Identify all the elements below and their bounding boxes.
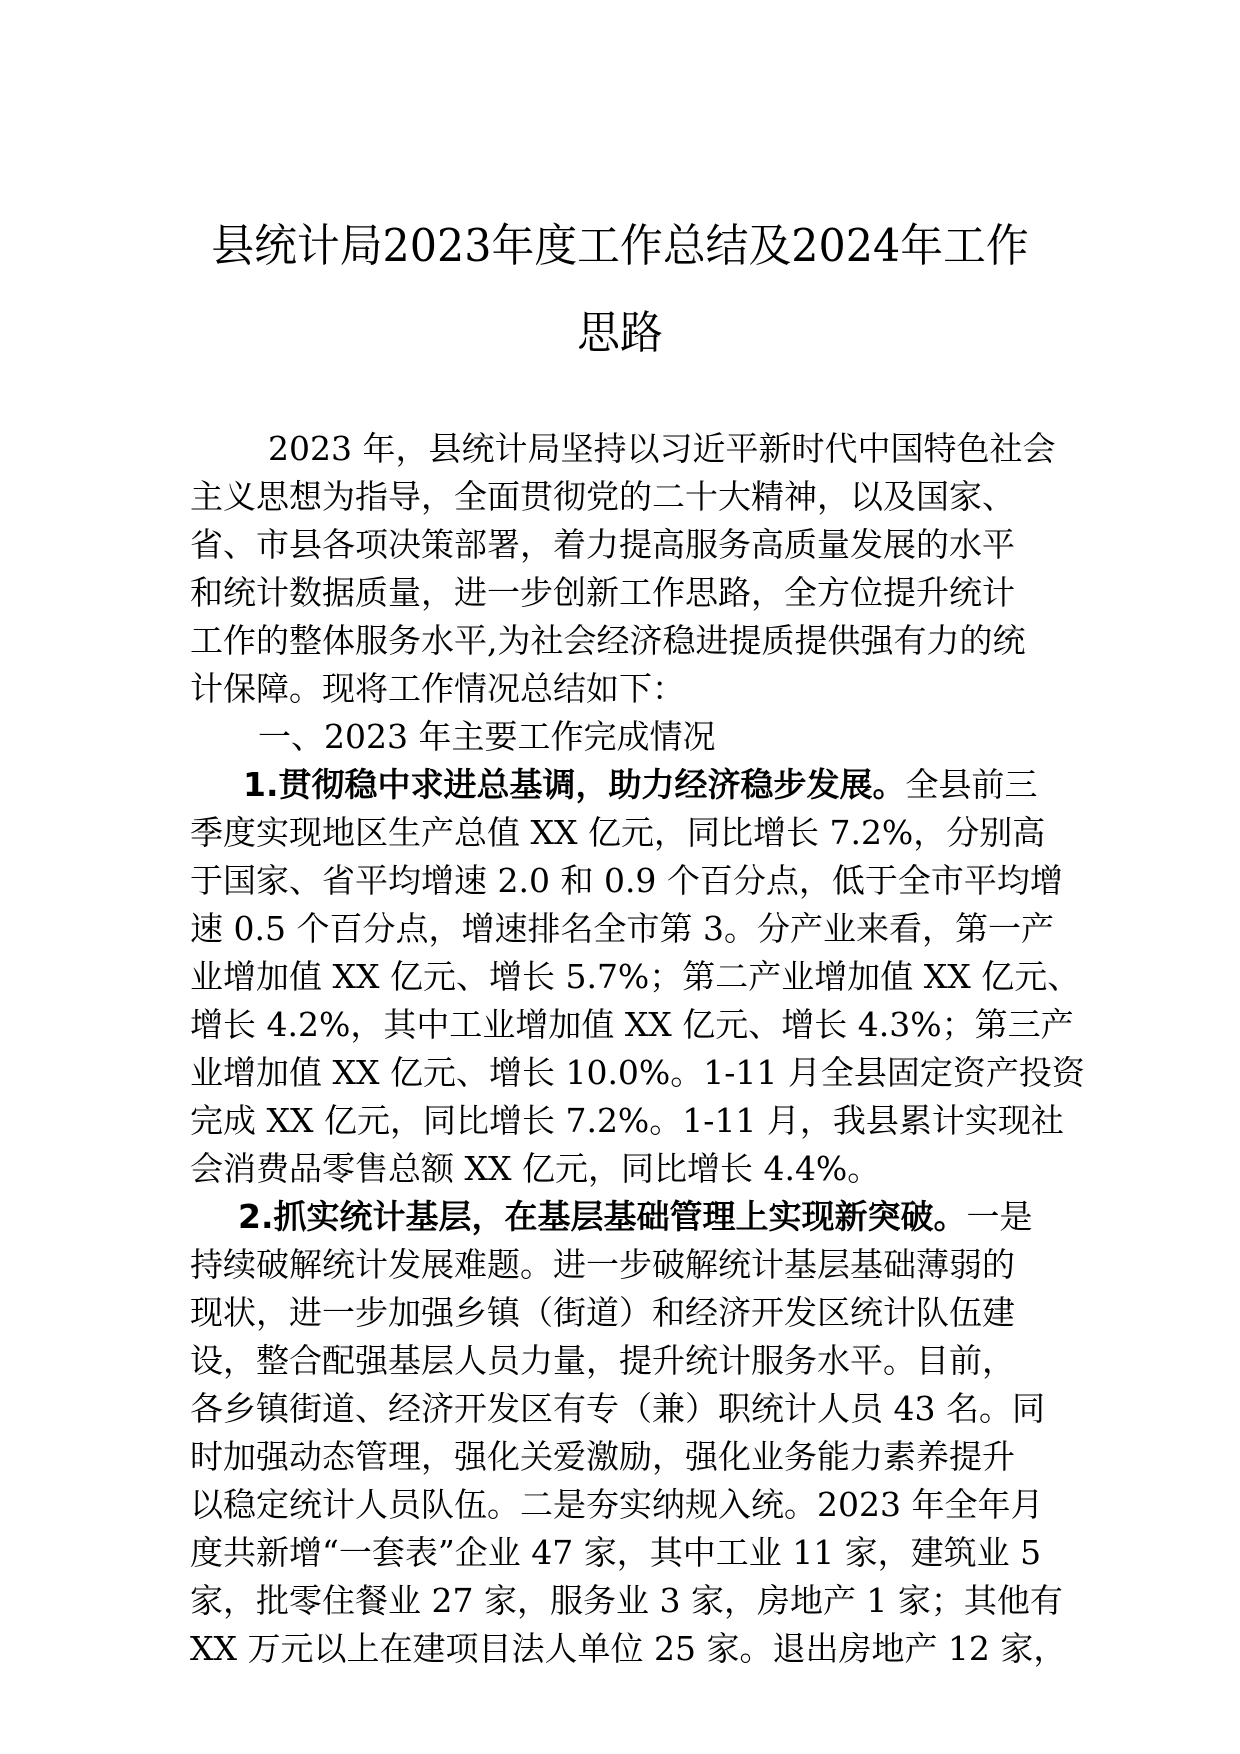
intro-line: 计保障。现将工作情况总结如下： — [190, 669, 685, 708]
item-1-line: 业增加值 XX 亿元、增长 10.0%。1-11 月全县固定资产投资 — [190, 1053, 1085, 1092]
intro-line: 2023 年，县统计局坚持以习近平新时代中国特色社会 — [268, 429, 1056, 468]
item-2-line: XX 万元以上在建项目法人单位 25 家。退出房地产 12 家， — [190, 1629, 1067, 1668]
item-2-line: 现状，进一步加强乡镇（街道）和经济开发区统计队伍建 — [190, 1293, 1015, 1332]
item-2-line: 以稳定统计人员队伍。二是夯实纳规入统。2023 年全年月 — [190, 1485, 1044, 1524]
item-2-line: 家，批零住餐业 27 家，服务业 3 家，房地产 1 家；其他有 — [190, 1581, 1063, 1620]
item-1-first-line-rest: 全县前三 — [905, 765, 1038, 804]
item-1-line: 业增加值 XX 亿元、增长 5.7%；第二产业增加值 XX 亿元、 — [190, 957, 1081, 996]
document-title-line-2: 思路 — [577, 306, 663, 359]
item-2-line: 设，整合配强基层人员力量，提升统计服务水平。目前， — [190, 1341, 1015, 1380]
item-1-line: 于国家、省平均增速 2.0 和 0.9 个百分点，低于全市平均增 — [190, 861, 1063, 900]
item-1-line: 增长 4.2%，其中工业增加值 XX 亿元、增长 4.3%；第三产 — [190, 1005, 1074, 1044]
item-2-line: 度共新增“一套表”企业 47 家，其中工业 11 家，建筑业 5 — [190, 1533, 1042, 1572]
intro-line: 省、市县各项决策部署，着力提高服务高质量发展的水平 — [190, 525, 1015, 564]
item-1-first-line — [243, 761, 1038, 809]
item-2-first-line — [238, 1193, 1033, 1241]
item-2-line: 各乡镇街道、经济开发区有专（兼）职统计人员 43 名。同 — [190, 1389, 1045, 1428]
document-title-line-1: 县统计局2023年度工作总结及2024年工作 — [211, 219, 1029, 272]
item-1-line: 速 0.5 个百分点，增速排名全市第 3。分产业来看，第一产 — [190, 909, 1054, 948]
item-2-line: 持续破解统计发展难题。进一步破解统计基层基础薄弱的 — [190, 1245, 1015, 1284]
item-2-heading: 2.抓实统计基层，在基层基础管理上实现新突破。 — [238, 1197, 967, 1236]
item-2-first-line-rest: 一是 — [966, 1197, 1033, 1236]
section-heading: 一、2023 年主要工作完成情况 — [258, 717, 716, 756]
item-2-line: 时加强动态管理，强化关爱激励，强化业务能力素养提升 — [190, 1437, 1015, 1476]
intro-line: 主义思想为指导，全面贯彻党的二十大精神，以及国家、 — [190, 477, 1015, 516]
intro-line: 工作的整体服务水平,为社会经济稳进提质提供强有力的统 — [190, 621, 1026, 660]
intro-line: 和统计数据质量，进一步创新工作思路，全方位提升统计 — [190, 573, 1015, 612]
item-1-line: 季度实现地区生产总值 XX 亿元，同比增长 7.2%，分别高 — [190, 813, 1046, 852]
item-1-heading: 1.贯彻稳中求进总基调，助力经济稳步发展。 — [243, 765, 906, 804]
item-1-line: 会消费品零售总额 XX 亿元，同比增长 4.4%。 — [190, 1149, 881, 1188]
item-1-line: 完成 XX 亿元，同比增长 7.2%。1-11 月，我县累计实现社 — [190, 1101, 1064, 1140]
